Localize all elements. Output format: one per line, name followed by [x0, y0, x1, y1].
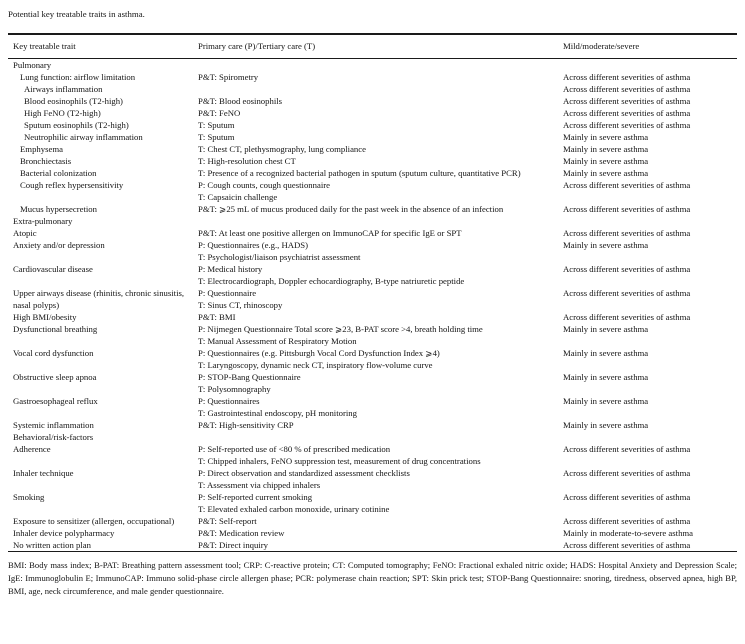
- care-cell: [198, 527, 563, 539]
- care-line: P: Medical history: [198, 264, 263, 274]
- severity-cell: Mainly in severe asthma: [563, 420, 649, 430]
- severity-cell: Mainly in severe asthma: [563, 168, 649, 178]
- table-row: [8, 227, 737, 239]
- care-cell: [198, 203, 563, 215]
- severity-cell: [563, 431, 737, 443]
- care-line: P: Nijmegen Questionnaire Total score ⩾23, B-PAT score >4, breath holding time: [198, 324, 483, 334]
- care-cell: [198, 71, 563, 83]
- care-line: P&T: Direct inquiry: [198, 540, 269, 550]
- care-cell: [198, 263, 563, 287]
- trait-cell: No written action plan: [13, 540, 91, 550]
- trait-cell: Obstructive sleep apnoa: [13, 372, 97, 382]
- care-cell: [198, 443, 563, 467]
- severity-cell: Across different severities of asthma: [563, 108, 691, 118]
- care-cell: [198, 311, 563, 323]
- care-line: P&T: Self-report: [198, 516, 257, 526]
- care-line: T: Manual Assessment of Respiratory Motion: [198, 336, 357, 346]
- trait-cell: Emphysema: [20, 144, 63, 154]
- column-header-primary-tertiary-care: Primary care (P)/Tertiary care (T): [198, 41, 316, 51]
- care-cell: [198, 59, 563, 72]
- severity-cell: Mainly in severe asthma: [563, 372, 649, 382]
- care-line: T: Sputum: [198, 120, 235, 130]
- severity-cell: Across different severities of asthma: [563, 84, 691, 94]
- care-line: T: Polysomnography: [198, 384, 271, 394]
- care-cell: [198, 371, 563, 395]
- section-row: [8, 59, 737, 72]
- care-line: P: Questionnaires: [198, 396, 260, 406]
- table-row: [8, 143, 737, 155]
- severity-cell: Mainly in severe asthma: [563, 348, 649, 358]
- trait-cell: Sputum eosinophils (T2-high): [24, 120, 129, 130]
- care-cell: [198, 167, 563, 179]
- care-cell: [198, 83, 563, 95]
- table-row: [8, 311, 737, 323]
- section-row: [8, 215, 737, 227]
- table-row: [8, 287, 737, 311]
- trait-cell: Cough reflex hypersensitivity: [20, 180, 124, 190]
- severity-cell: Across different severities of asthma: [563, 288, 691, 298]
- severity-cell: Across different severities of asthma: [563, 540, 691, 550]
- table-row: [8, 95, 737, 107]
- care-cell: [198, 239, 563, 263]
- table-row: [8, 179, 737, 203]
- care-cell: [198, 227, 563, 239]
- care-line: T: Chest CT, plethysmography, lung compliance: [198, 144, 366, 154]
- trait-cell: Bacterial colonization: [20, 168, 97, 178]
- care-line: P: Questionnaires (e.g., HADS): [198, 240, 309, 250]
- severity-cell: Mainly in severe asthma: [563, 396, 649, 406]
- care-line: P: Questionnaires (e.g. Pittsburgh Vocal Cord Dysfunction Index ⩾4): [198, 348, 440, 358]
- table-row: [8, 71, 737, 83]
- care-line: T: Capsaicin challenge: [198, 192, 278, 202]
- care-cell: [198, 107, 563, 119]
- care-line: T: Gastrointestinal endoscopy, pH monitoring: [198, 408, 357, 418]
- trait-cell: Bronchiectasis: [20, 156, 72, 166]
- care-cell: [198, 323, 563, 347]
- trait-cell: Adherence: [13, 444, 51, 454]
- severity-cell: Mainly in moderate-to-severe asthma: [563, 528, 694, 538]
- severity-cell: Mainly in severe asthma: [563, 240, 649, 250]
- care-line: P&T: ⩾25 mL of mucus produced daily for the past week in the absence of an infection: [198, 204, 504, 214]
- severity-cell: Across different severities of asthma: [563, 312, 691, 322]
- section-row: [8, 431, 737, 443]
- table-row: [8, 155, 737, 167]
- trait-cell: Neutrophilic airway inflammation: [24, 132, 143, 142]
- care-cell: [198, 491, 563, 515]
- trait-cell: Airways inflammation: [24, 84, 103, 94]
- care-line: P: Self-reported current smoking: [198, 492, 313, 502]
- table-title: Potential key treatable traits in asthma.: [8, 9, 145, 19]
- section-label: Behavioral/risk-factors: [13, 432, 94, 442]
- care-line: T: Elevated exhaled carbon monoxide, urinary cotinine: [198, 504, 390, 514]
- table-footnote: BMI: Body mass index; B-PAT: Breathing pattern assessment tool; CRP: C-reactive protein; CT: Computed tomography; FeNO: Fractional exhaled nitric oxide; HADS: Hospital Anxiety and Depression Scale; IgE: Immunoglobulin E; ImmunoCAP: Immuno solid-phase circle allergen phase; PCR: polymerase chain reaction; SPT: Skin prick test; STOP-Bang Questionnaire: snoring, tiredness, observed apnea, high BP, BMI, age, neck circumference, and male gender questionnaire.: [8, 560, 737, 597]
- care-line: T: Presence of a recognized bacterial pathogen in sputum (sputum culture, quantitative PCR): [198, 168, 521, 178]
- care-cell: [198, 467, 563, 491]
- table-body: [8, 59, 737, 552]
- table-row: [8, 491, 737, 515]
- trait-cell: Blood eosinophils (T2-high): [24, 96, 123, 106]
- table-row: [8, 323, 737, 347]
- severity-cell: Across different severities of asthma: [563, 120, 691, 130]
- care-cell: [198, 131, 563, 143]
- column-header-key-treatable-trait: Key treatable trait: [13, 41, 76, 51]
- table-row: [8, 131, 737, 143]
- trait-cell: Atopic: [13, 228, 37, 238]
- treatable-traits-table: [8, 33, 737, 552]
- care-cell: [198, 419, 563, 431]
- severity-cell: Across different severities of asthma: [563, 516, 691, 526]
- trait-cell: Dysfunctional breathing: [13, 324, 98, 334]
- trait-cell: High BMI/obesity: [13, 312, 77, 322]
- section-label: Extra-pulmonary: [13, 216, 73, 226]
- care-line: T: Electrocardiograph, Doppler echocardiography, B-type natriuretic peptide: [198, 276, 465, 286]
- header-row: [8, 34, 737, 59]
- care-line: P&T: High-sensitivity CRP: [198, 420, 294, 430]
- care-line: P&T: Spirometry: [198, 72, 259, 82]
- care-cell: [198, 155, 563, 167]
- care-cell: [198, 95, 563, 107]
- trait-cell: Exposure to sensitizer (allergen, occupational): [13, 516, 175, 526]
- severity-cell: Across different severities of asthma: [563, 72, 691, 82]
- trait-cell: Smoking: [13, 492, 45, 502]
- table-row: [8, 263, 737, 287]
- care-line: T: Sputum: [198, 132, 235, 142]
- severity-cell: Across different severities of asthma: [563, 180, 691, 190]
- trait-cell: Vocal cord dysfunction: [13, 348, 94, 358]
- care-cell: [198, 179, 563, 203]
- trait-cell: Anxiety and/or depression: [13, 240, 105, 250]
- care-line: T: Psychologist/liaison psychiatrist assessment: [198, 252, 361, 262]
- trait-cell: Mucus hypersecretion: [20, 204, 97, 214]
- care-cell: [198, 143, 563, 155]
- trait-cell: Gastroesophageal reflux: [13, 396, 98, 406]
- table-row: [8, 371, 737, 395]
- severity-cell: Across different severities of asthma: [563, 228, 691, 238]
- severity-cell: Across different severities of asthma: [563, 492, 691, 502]
- care-line: P&T: Medication review: [198, 528, 285, 538]
- table-row: [8, 515, 737, 527]
- severity-cell: Across different severities of asthma: [563, 444, 691, 454]
- care-line: T: Chipped inhalers, FeNO suppression test, measurement of drug concentrations: [198, 456, 481, 466]
- table-row: [8, 419, 737, 431]
- table-row: [8, 107, 737, 119]
- severity-cell: Across different severities of asthma: [563, 264, 691, 274]
- care-line: P&T: FeNO: [198, 108, 241, 118]
- care-cell: [198, 515, 563, 527]
- care-cell: [198, 539, 563, 552]
- care-line: T: Sinus CT, rhinoscopy: [198, 300, 283, 310]
- care-cell: [198, 347, 563, 371]
- table-row: [8, 527, 737, 539]
- trait-cell: High FeNO (T2-high): [24, 108, 101, 118]
- trait-cell: Inhaler technique: [13, 468, 74, 478]
- care-line: P: Questionnaire: [198, 288, 257, 298]
- care-line: P: STOP-Bang Questionnaire: [198, 372, 301, 382]
- care-line: P: Cough counts, cough questionnaire: [198, 180, 330, 190]
- trait-cell: Lung function: airflow limitation: [20, 72, 136, 82]
- severity-cell: [563, 215, 737, 227]
- table-row: [8, 203, 737, 215]
- table-row: [8, 395, 737, 419]
- trait-cell: Systemic inflammation: [13, 420, 94, 430]
- trait-cell: Upper airways disease (rhinitis, chronic sinusitis, nasal polyps): [13, 288, 185, 310]
- care-line: T: Laryngoscopy, dynamic neck CT, inspiratory flow-volume curve: [198, 360, 433, 370]
- trait-cell: Inhaler device polypharmacy: [13, 528, 115, 538]
- care-cell: [198, 395, 563, 419]
- care-line: P: Self-reported use of <80 % of prescribed medication: [198, 444, 391, 454]
- care-line: T: High-resolution chest CT: [198, 156, 296, 166]
- table-row: [8, 347, 737, 371]
- care-cell: [198, 215, 563, 227]
- care-cell: [198, 287, 563, 311]
- column-header-severity: Mild/moderate/severe: [563, 41, 640, 51]
- table-header: [8, 34, 737, 59]
- table-row: [8, 467, 737, 491]
- table-row: [8, 539, 737, 552]
- severity-cell: [563, 59, 737, 72]
- severity-cell: Mainly in severe asthma: [563, 132, 649, 142]
- care-line: P&T: Blood eosinophils: [198, 96, 283, 106]
- table-row: [8, 239, 737, 263]
- severity-cell: Mainly in severe asthma: [563, 144, 649, 154]
- care-line: P&T: At least one positive allergen on ImmunoCAP for specific IgE or SPT: [198, 228, 462, 238]
- care-cell: [198, 431, 563, 443]
- care-line: T: Assessment via chipped inhalers: [198, 480, 321, 490]
- trait-cell: Cardiovascular disease: [13, 264, 93, 274]
- section-label: Pulmonary: [13, 60, 52, 70]
- severity-cell: Across different severities of asthma: [563, 468, 691, 478]
- care-cell: [198, 119, 563, 131]
- table-row: [8, 119, 737, 131]
- severity-cell: Across different severities of asthma: [563, 204, 691, 214]
- care-line: P: Direct observation and standardized assessment checklists: [198, 468, 410, 478]
- severity-cell: Mainly in severe asthma: [563, 324, 649, 334]
- table-row: [8, 83, 737, 95]
- severity-cell: Mainly in severe asthma: [563, 156, 649, 166]
- care-line: P&T: BMI: [198, 312, 236, 322]
- severity-cell: Across different severities of asthma: [563, 96, 691, 106]
- table-row: [8, 443, 737, 467]
- table-row: [8, 167, 737, 179]
